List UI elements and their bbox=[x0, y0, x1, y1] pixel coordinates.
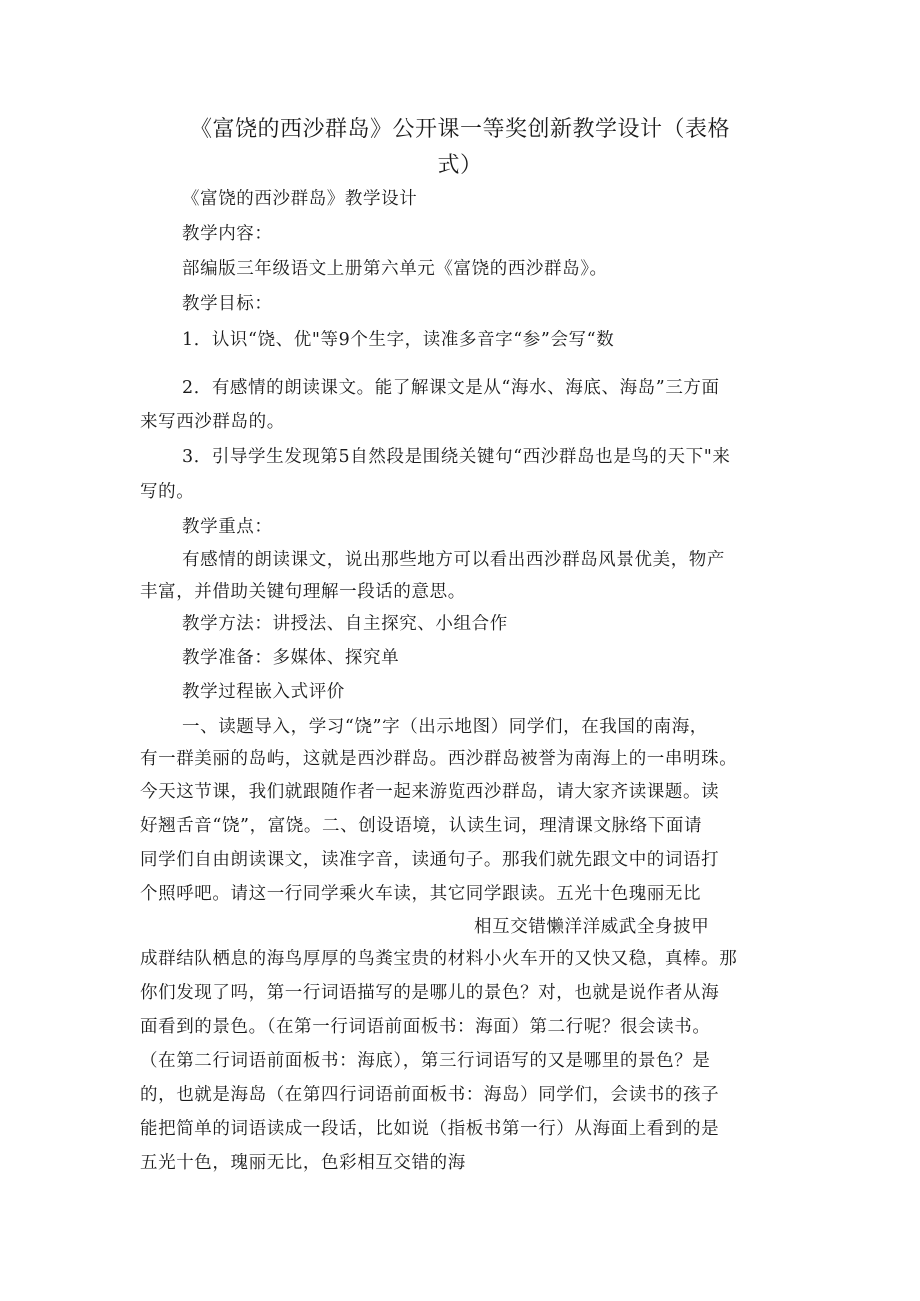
goal-item-2: 2．有感情的朗读课文。能了解课文是从“海水、海底、海岛”三方面 bbox=[182, 378, 720, 398]
paragraph-line: 一、读题导入，学习“饶”字（出示地图）同学们，在我国的南海， bbox=[182, 717, 708, 737]
teaching-method: 教学方法：讲授法、自主探究、小组合作 bbox=[182, 614, 508, 634]
paragraph-line: 丰富，并借助关键句理解一段话的意思。 bbox=[140, 582, 466, 602]
section-heading-key-points: 教学重点： bbox=[182, 517, 273, 537]
goal-item-3-continued: 写的。 bbox=[140, 482, 195, 502]
section-heading-goals: 教学目标： bbox=[182, 294, 273, 314]
paragraph-line: （在第二行词语前面板书：海底），第三行词语写的又是哪里的景色？是 bbox=[140, 1051, 711, 1071]
section-heading-content: 教学内容： bbox=[182, 224, 273, 244]
paragraph-line: 能把简单的词语读成一段话，比如说（指板书第一行）从海面上看到的是 bbox=[140, 1119, 720, 1139]
paragraph-line: 有一群美丽的岛屿，这就是西沙群岛。西沙群岛被誉为南海上的一串明珠。 bbox=[140, 749, 738, 769]
document-title-line-2: 式） bbox=[437, 153, 483, 178]
word-list-line: 相互交错懒洋洋威武全身披甲 bbox=[474, 917, 710, 937]
paragraph-line: 的，也就是海岛（在第四行词语前面板书：海岛）同学们，会读书的孩子 bbox=[140, 1085, 720, 1105]
paragraph-line: 同学们自由朗读课文，读准字音，读通句子。那我们就先跟文中的词语打 bbox=[140, 850, 720, 870]
subtitle: 《富饶的西沙群岛》教学设计 bbox=[182, 189, 418, 209]
paragraph-line: 有感情的朗读课文，说出那些地方可以看出西沙群岛风景优美，物产 bbox=[182, 550, 725, 570]
document-title-line-1: 《富饶的西沙群岛》公开课一等奖创新教学设计（表格 bbox=[189, 117, 730, 142]
section-heading-process: 教学过程嵌入式评价 bbox=[182, 682, 345, 702]
paragraph-line: 面看到的景色。（在第一行词语前面板书：海面）第二行呢？很会读书。 bbox=[140, 1017, 711, 1037]
paragraph-line: 你们发现了吗，第一行词语描写的是哪儿的景色？对，也就是说作者从海 bbox=[140, 983, 720, 1003]
goal-item-2-continued: 来写西沙群岛的。 bbox=[140, 412, 285, 432]
goal-item-3: 3．引导学生发现第5自然段是围绕关键句“西沙群岛也是鸟的天下"来 bbox=[182, 447, 731, 467]
goal-item-1: 1．认识“饶、优"等9个生字，读准多音字“参”会写“数 bbox=[182, 330, 615, 350]
paragraph-line: 部编版三年级语文上册第六单元《富饶的西沙群岛》。 bbox=[182, 259, 608, 279]
paragraph-line: 好翘舌音“饶”，富饶。二、创设语境，认读生词，理清课文脉络下面请 bbox=[140, 816, 703, 836]
paragraph-line: 成群结队栖息的海鸟厚厚的鸟粪宝贵的材料小火车开的又快又稳，真棒。那 bbox=[140, 949, 738, 969]
teaching-preparation: 教学准备：多媒体、探究单 bbox=[182, 648, 400, 668]
paragraph-line: 今天这节课，我们就跟随作者一起来游览西沙群岛，请大家齐读课题。读 bbox=[140, 782, 720, 802]
paragraph-line: 个照呼吧。请这一行同学乘火车读，其它同学跟读。五光十色瑰丽无比 bbox=[140, 884, 702, 904]
paragraph-line: 五光十色，瑰丽无比，色彩相互交错的海 bbox=[140, 1153, 466, 1173]
